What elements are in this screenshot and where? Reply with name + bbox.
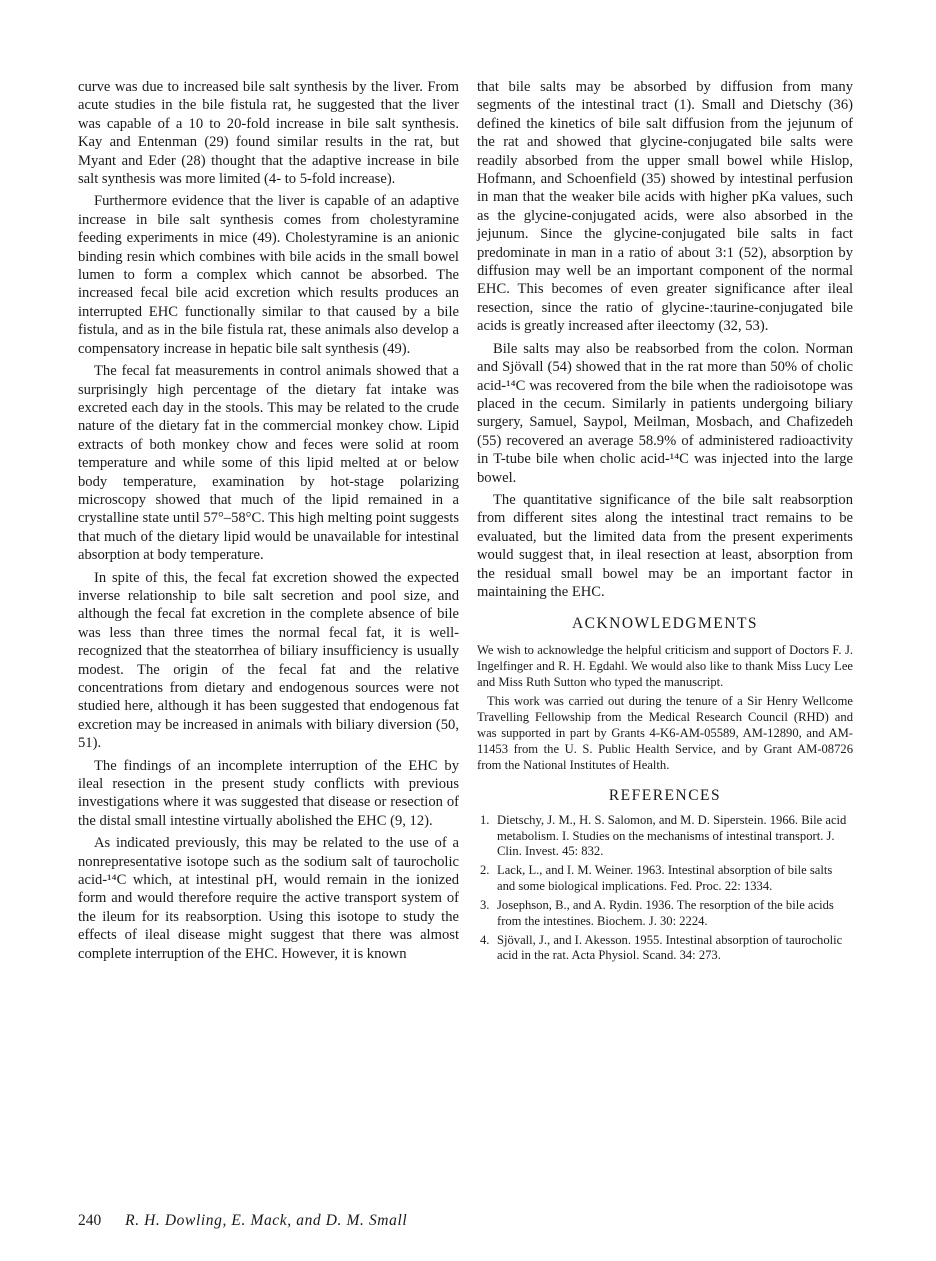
reference-text: Josephson, B., and A. Rydin. 1936. The resorption of the bile acids from the intestines. Biochem. J. 30: 2224. bbox=[497, 898, 834, 928]
page-number: 240 bbox=[78, 1212, 102, 1229]
reference-text: Sjövall, J., and I. Akesson. 1955. Intestinal absorption of taurocholic acid in the rat. Acta Physiol. Scand. 34: 273. bbox=[497, 933, 843, 963]
references-section bbox=[477, 787, 853, 964]
reference-list bbox=[477, 813, 853, 964]
reference-item bbox=[477, 813, 853, 859]
reference-text: Lack, L., and I. M. Weiner. 1963. Intestinal absorption of bile salts and some biological implications. Fed. Proc. 22: 1334. bbox=[497, 863, 833, 893]
body-paragraph: As indicated previously, this may be related to the use of a nonrepresentative isotope such as the sodium salt of taurocholic acid-¹⁴C which, at intestinal pH, would remain in the ionized form and would therefore require the active transport system of the ileum for its reabsorption. Using this isotope to study the effects of ileal disease might suggest that there was almost complete interruption of the EHC. However, it is known bbox=[78, 835, 459, 962]
acknowledgment-paragraph: We wish to acknowledge the helpful criticism and support of Doctors F. J. Ingelfinger and R. H. Egdahl. We would also like to thank Miss Lucy Lee and Miss Ruth Sutton who typed the manuscript. bbox=[477, 642, 853, 689]
acknowledgment-paragraph: This work was carried out during the tenure of a Sir Henry Wellcome Travelling Fellowship from the Medical Research Council (RHD) and was supported in part by Grants 4-K6-AM-05589, AM-12890, and AM-11453 from the U. S. Public Health Service, and by Grant AM-08726 from the National Institutes of Health. bbox=[477, 693, 853, 772]
running-authors: R. H. Dowling, E. Mack, and D. M. Small bbox=[125, 1212, 408, 1229]
acknowledgments-section bbox=[477, 615, 853, 772]
reference-text: Dietschy, J. M., H. S. Salomon, and M. D. Siperstein. 1966. Bile acid metabolism. I. Studies on the mechanisms of intestinal transport. J. Clin. Invest. 45: 832. bbox=[497, 813, 847, 858]
acknowledgments-heading: ACKNOWLEDGMENTS bbox=[571, 615, 759, 633]
body-paragraph: Bile salts may also be reabsorbed from the colon. Norman and Sjövall (54) showed that in the rat more than 50% of cholic acid-¹⁴C was recovered from the bile when the radioisotope was placed in the cecum. Similarly in patients undergoing biliary surgery, Samuel, Saypol, Meilman, Mosbach, and Chafizedeh (55) recovered an average 58.9% of administered radioactivity in T-tube bile when cholic acid-¹⁴C was injected into the large bowel. bbox=[477, 340, 853, 486]
body-paragraph: curve was due to increased bile salt synthesis by the liver. From acute studies in the bile fistula rat, he suggested that the liver was capable of a 10 to 20-fold increase in bile salt synthesis. Kay and Entenman (29) found similar results in the rat, but Myant and Eder (28) thought that the adaptive increase in bile salt synthesis was more limited (4- to 5-fold increase). bbox=[78, 79, 459, 188]
body-paragraph: that bile salts may be absorbed by diffusion from many segments of the intestinal tract (1). Small and Dietschy (36) defined the kinetics of bile salt diffusion from the jejunum of the rat and showed that glycine-conjugated bile salts were readily absorbed from the upper small bowel while Hislop, Hofmann, and Schoenfield (35) showed by intestinal perfusion in man that the weaker bile acids with higher pKa values, such as the glycine-conjugated acids, were also absorbed in the jejunum. Since the glycine-conjugated bile salts in fact predominate in man in a ratio of about 3:1 (52), absorption by diffusion may well be an important component of the normal EHC. This becomes of even greater significance after ileal resection, since the ratio of glycine-:taurine-conjugated bile acids is greatly increased after ileectomy (32, 53). bbox=[477, 79, 853, 335]
reference-number: 4. bbox=[480, 933, 490, 948]
left-column bbox=[78, 78, 459, 967]
reference-number: 3. bbox=[480, 898, 490, 913]
reference-item bbox=[477, 933, 853, 964]
references-heading: REFERENCES bbox=[608, 786, 722, 804]
body-paragraph: In spite of this, the fecal fat excretion showed the expected inverse relationship to bile salt secretion and pool size, and although the fecal fat excretion in the complete absence of bile was less than three times the normal fecal fat, it is well-recognized that the steatorrhea of biliary insufficiency is usually modest. The origin of the fecal fat and the relative concentrations from dietary and endogenous sources were not studied here, although it has been suggested that endogenous fat excretion may be increased in animals with biliary diversion (50, 51). bbox=[78, 569, 459, 752]
reference-item bbox=[477, 898, 853, 929]
reference-number: 2. bbox=[480, 863, 490, 878]
body-paragraph: The quantitative significance of the bile salt reabsorption from different sites along the intestinal tract remains to be evaluated, but the limited data from the present experiments would suggest that, in ileal resection at least, absorption from the residual small bowel may be an important factor in maintaining the EHC. bbox=[477, 491, 853, 600]
right-column bbox=[477, 78, 853, 968]
body-paragraph: Furthermore evidence that the liver is capable of an adaptive increase in bile salt synthesis comes from cholestyramine feeding experiments in mice (49). Cholestyramine is an anionic binding resin which combines with bile acids in the small bowel lumen to form a complex which cannot be absorbed. The increased fecal bile acid excretion which results produces an interrupted EHC functionally similar to that caused by a bile fistula, and as in the bile fistula rat, these animals also develop a compensatory increase in hepatic bile salt synthesis (49). bbox=[78, 193, 459, 357]
body-paragraph: The findings of an incomplete interruption of the EHC by ileal resection in the present study conflicts with previous investigations where it was suggested that disease or resection of the distal small intestine virtually abolished the EHC (9, 12). bbox=[78, 757, 459, 829]
body-paragraph: The fecal fat measurements in control animals showed that a surprisingly high percentage of the dietary fat intake was excreted each day in the stools. This may be related to the crude nature of the dietary fat in the commercial monkey chow. Lipid extracts of both monkey chow and feces were solid at room temperature and while some of this lipid melted at or below body temperature, examination by hot-stage polarizing microscopy showed that much of the lipid remained in a crystalline state until 57°–58°C. This high melting point suggests that much of the dietary lipid would be unavailable for intestinal absorption at body temperature. bbox=[78, 363, 459, 564]
page-footer bbox=[78, 1212, 407, 1230]
reference-number: 1. bbox=[480, 813, 490, 828]
reference-item bbox=[477, 863, 853, 894]
